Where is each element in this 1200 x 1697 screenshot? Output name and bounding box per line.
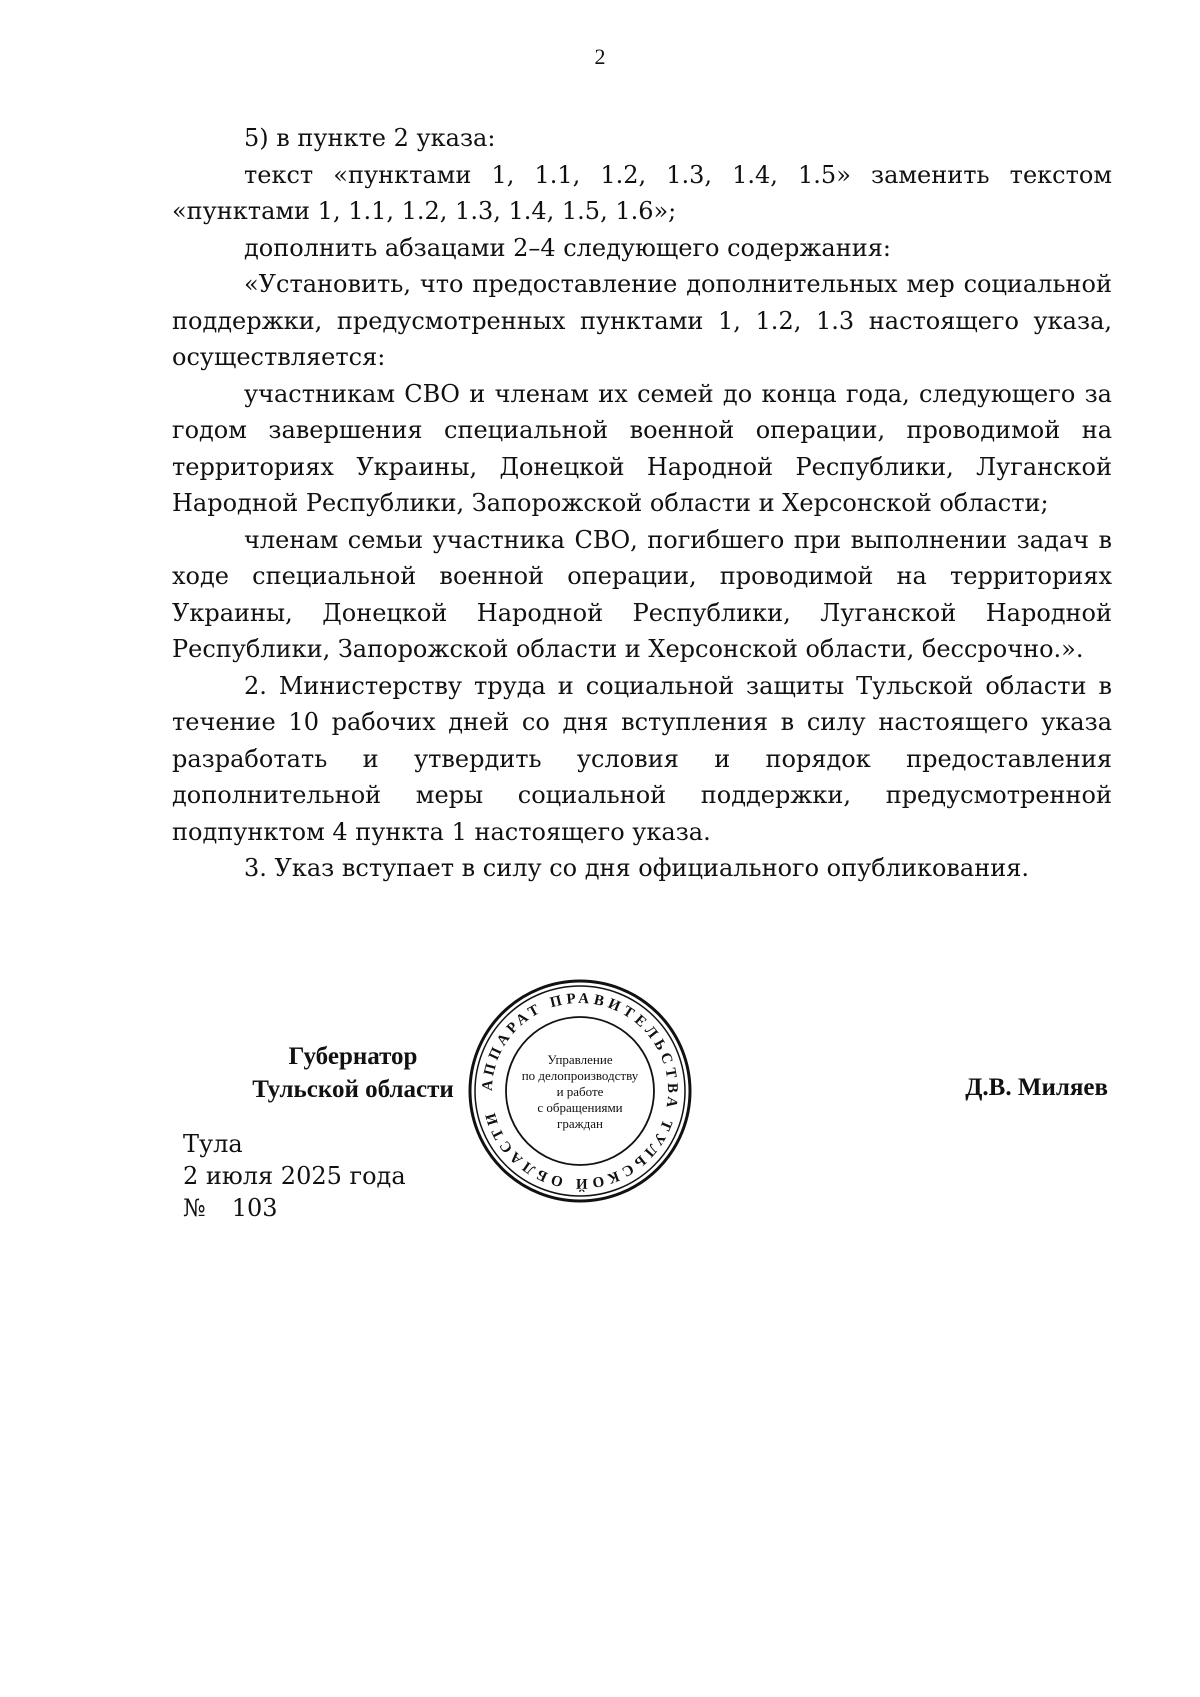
seal-center-text — [500, 1052, 660, 1132]
seal-line: и работе — [556, 1084, 604, 1099]
seal-line: Управление — [547, 1052, 613, 1067]
signatory-name: Д.В. Миляев — [965, 1074, 1108, 1101]
decree-number-row — [183, 1192, 406, 1224]
paragraph-establish: «Установить, что предоставление дополнительных мер социальной поддержки, предусмотренных пунктами 1, 1.2, 1.3 настоящего указа, осуществляется: — [172, 270, 1112, 371]
signatory-position — [228, 1040, 478, 1106]
decree-date: 2 июля 2025 года — [183, 1162, 406, 1190]
city: Тула — [183, 1130, 243, 1158]
decree-number: 103 — [231, 1194, 278, 1222]
paragraph-ministry: 2. Министерству труда и социальной защиты Тульской области в течение 10 рабочих дней со дня вступления в силу настоящего указа разработать и утвердить условия и порядок предоставления дополнительной меры социальной поддержки, предусмотренной подпунктом 4 пункта 1 настоящего указа. — [172, 671, 1112, 846]
signatory-region: Тульской области — [252, 1076, 454, 1103]
page-number: 2 — [594, 44, 606, 69]
seal-ring-text: АППАРАТ ПРАВИТЕЛЬСТВА ТУЛЬСКОЙ ОБЛАСТИ — [479, 990, 681, 1192]
paragraph-5-item: 5) в пункте 2 указа: — [244, 124, 496, 152]
signatory-title: Губернатор — [288, 1043, 418, 1070]
place-date-block — [183, 1128, 406, 1224]
paragraph-replace-text: текст «пунктами 1, 1.1, 1.2, 1.3, 1.4, 1.5» заменить текстом «пунктами 1, 1.1, 1.2, 1.3, 1.4, 1.5, 1.6»; — [172, 160, 1112, 225]
official-seal — [467, 978, 693, 1204]
paragraph-supplement: дополнить абзацами 2–4 следующего содержания: — [244, 233, 891, 262]
seal-line: с обращениями — [537, 1100, 623, 1115]
paragraph-family-members: членам семьи участника СВО, погибшего при выполнении задач в ходе специальной военной операции, проводимой на территориях Украины, Донецкой Народной Республики, Луганской Народной Республики, Запорожской области и Херсонской области, бессрочно.». — [172, 525, 1112, 663]
seal-line: граждан — [557, 1116, 603, 1131]
seal-line: по делопроизводству — [521, 1068, 639, 1083]
paragraph-participants: участникам СВО и членам их семей до конца года, следующего за годом завершения специальной военной операции, проводимой на территориях Украины, Донецкой Народной Республики, Луганской Народной Республики, Запорожской области и Херсонской области; — [172, 379, 1112, 517]
document-body — [172, 120, 1112, 887]
paragraph-effective: 3. Указ вступает в силу со дня официального опубликования. — [244, 854, 1029, 882]
number-label: № — [183, 1194, 206, 1222]
